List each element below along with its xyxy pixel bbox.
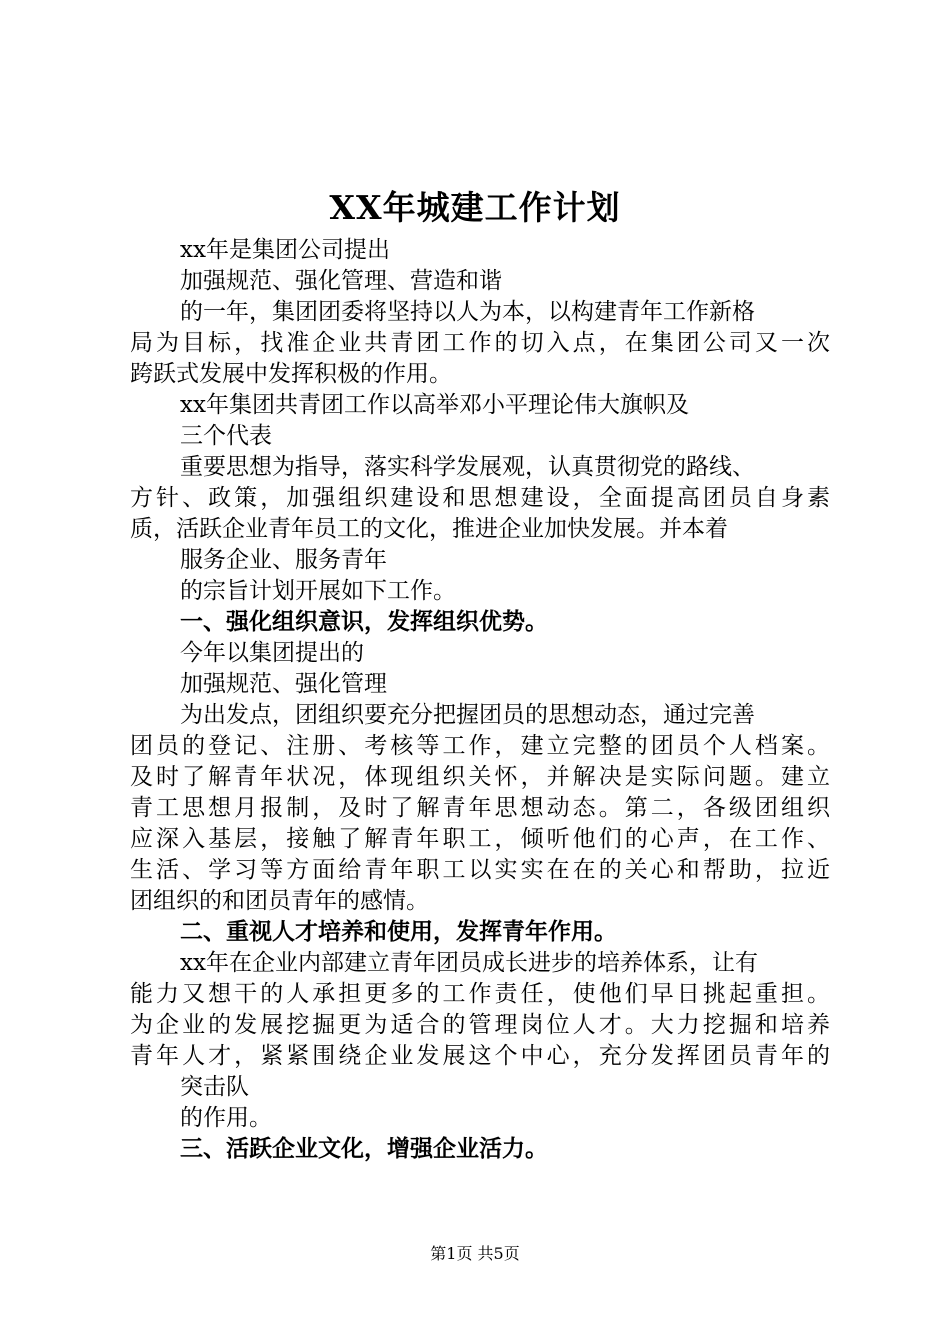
section-heading-2: 二、重视人才培养和使用，发挥青年作用。 [180, 919, 617, 945]
text-line: 青年人才，紧紧围绕企业发展这个中心，充分发挥团员青年的 [130, 1043, 830, 1069]
text-line: 方针、政策，加强组织建设和思想建设，全面提高团员自身素 [130, 485, 830, 511]
text-line: 及时了解青年状况，体现组织关怀，并解决是实际问题。建立 [130, 764, 830, 790]
text-line: xx年集团共青团工作以高举邓小平理论伟大旗帜及 [180, 392, 689, 418]
text-line: 质，活跃企业青年员工的文化，推进企业加快发展。并本着 [130, 516, 728, 542]
text-line: 能力又想干的人承担更多的工作责任，使他们早日挑起重担。 [130, 981, 830, 1007]
text-line: 今年以集团提出的 [180, 640, 364, 666]
text-line: 三个代表 [180, 423, 272, 449]
text-line: 局为目标，找准企业共青团工作的切入点，在集团公司又一次 [130, 330, 830, 356]
text-line: 跨跃式发展中发挥积极的作用。 [130, 361, 452, 387]
text-line: 加强规范、强化管理 [180, 671, 387, 697]
text-line: 生活、学习等方面给青年职工以实实在在的关心和帮助，拉近 [130, 857, 830, 883]
text-line: 应深入基层，接触了解青年职工，倾听他们的心声，在工作、 [130, 826, 830, 852]
text-line: 突击队 [180, 1074, 249, 1100]
text-line: 团组织的和团员青年的感情。 [130, 888, 429, 914]
text-line: 的作用。 [180, 1105, 272, 1131]
text-line: 加强规范、强化管理、营造和谐 [180, 268, 502, 294]
text-line: 服务企业、服务青年 [180, 547, 387, 573]
text-line: 为出发点，团组织要充分把握团员的思想动态，通过完善 [180, 702, 755, 728]
section-heading-3: 三、活跃企业文化，增强企业活力。 [180, 1136, 548, 1162]
text-line: 团员的登记、注册、考核等工作，建立完整的团员个人档案。 [130, 733, 830, 759]
page-footer: 第1页 共5页 [430, 1244, 520, 1263]
document-body [130, 235, 830, 1165]
text-line: xx年是集团公司提出 [180, 237, 390, 263]
text-line: 的一年，集团团委将坚持以人为本，以构建青年工作新格 [180, 299, 755, 325]
document-title: XX年城建工作计划 [329, 188, 621, 227]
section-heading-1: 一、强化组织意识，发挥组织优势。 [180, 609, 548, 635]
text-line: 重要思想为指导，落实科学发展观，认真贯彻党的路线、 [180, 454, 755, 480]
text-line: xx年在企业内部建立青年团员成长进步的培养体系，让有 [180, 950, 758, 976]
text-line: 为企业的发展挖掘更为适合的管理岗位人才。大力挖掘和培养 [130, 1012, 830, 1038]
text-line: 青工思想月报制，及时了解青年思想动态。第二，各级团组织 [130, 795, 830, 821]
text-line: 的宗旨计划开展如下工作。 [180, 578, 456, 604]
